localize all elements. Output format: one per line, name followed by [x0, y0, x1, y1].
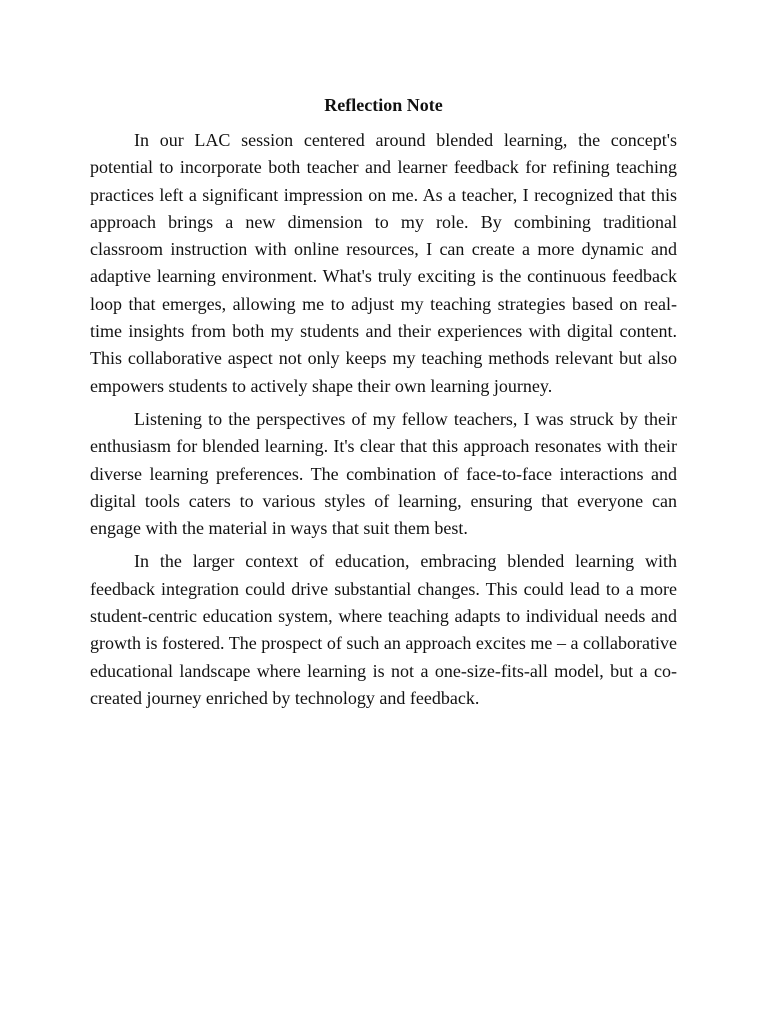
- paragraph-2: Listening to the perspectives of my fellow teachers, I was struck by their enthusiasm for blended learning. It's clear that this approach resonates with their diverse learning preferences. The combination of face-to-face interactions and digital tools caters to various styles of learning, ensuring that everyone can engage with the material in ways that suit them best.: [90, 408, 677, 539]
- paragraph-1: In our LAC session centered around blended learning, the concept's potential to incorporate both teacher and learner feedback for refining teaching practices left a significant impression on me. As a teacher, I recognized that this approach brings a new dimension to my role. By combining traditional classroom instruction with online resources, I can create a more dynamic and adaptive learning environment. What's truly exciting is the continuous feedback loop that emerges, allowing me to adjust my teaching strategies based on real-time insights from both my students and their experiences with digital content. This collaborative aspect not only keeps my teaching methods relevant but also empowers students to actively shape their own learning journey.: [90, 130, 677, 396]
- document-title: Reflection Note: [324, 95, 443, 115]
- paragraph-3: In the larger context of education, embracing blended learning with feedback integration could drive substantial changes. This could lead to a more student-centric education system, where teaching adapts to individual needs and growth is fostered. The prospect of such an approach excites me – a collaborative educational landscape where learning is not a one-size-fits-all model, but a co-created journey enriched by technology and feedback.: [90, 551, 677, 708]
- document-body: [90, 92, 677, 718]
